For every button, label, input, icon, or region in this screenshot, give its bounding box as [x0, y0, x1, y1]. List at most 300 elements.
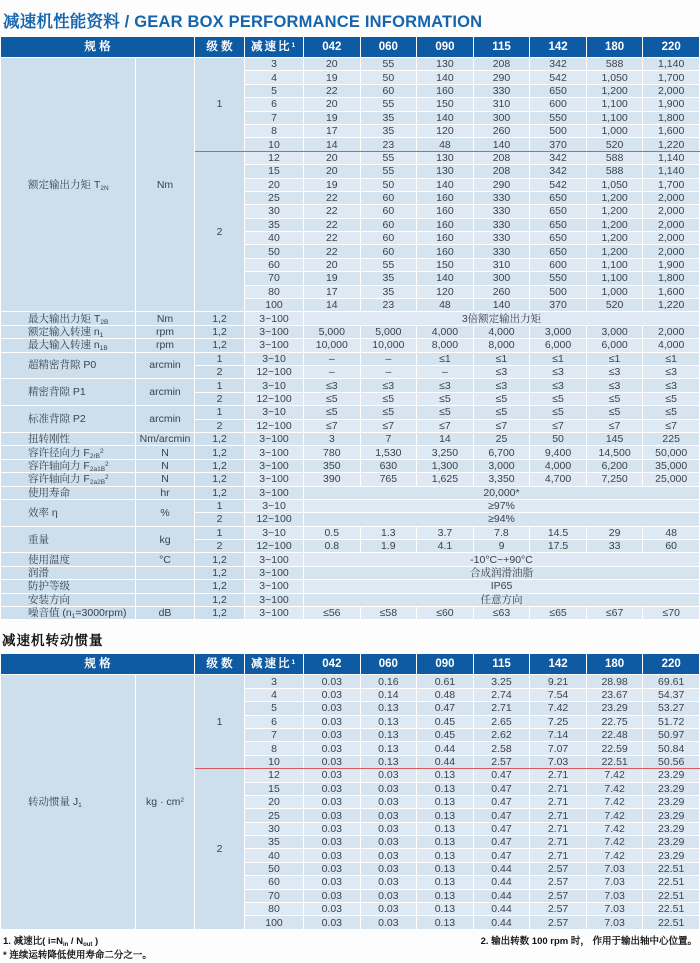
value-cell: 60 — [360, 245, 417, 258]
value-cell: 0.13 — [360, 728, 417, 741]
value-cell: 150 — [417, 258, 474, 271]
value-cell: 260 — [473, 285, 530, 298]
col-header-size: 060 — [360, 654, 417, 675]
value-cell: 20 — [304, 165, 361, 178]
unit-cell: °C — [136, 553, 195, 566]
value-cell: 1,200 — [586, 205, 643, 218]
value-cell: 17.5 — [530, 540, 587, 553]
inertia-section-title: 减速机转动惯量 — [2, 633, 104, 649]
value-cell: 0.14 — [360, 688, 417, 701]
value-cell: 0.13 — [417, 769, 474, 782]
table-row — [1, 499, 700, 512]
value-cell: ≤1 — [586, 352, 643, 365]
value-cell: 19 — [304, 111, 361, 124]
value-cell: ≤5 — [417, 406, 474, 419]
col-header-spec: 规 格 — [1, 37, 195, 58]
col-header-size: 115 — [473, 37, 530, 58]
value-cell: 550 — [530, 272, 587, 285]
value-cell: 2.62 — [473, 728, 530, 741]
value-cell: 1,200 — [586, 232, 643, 245]
ratio-cell: 30 — [245, 822, 304, 835]
value-cell: 55 — [360, 98, 417, 111]
value-cell: ≤5 — [304, 406, 361, 419]
value-cell: 2.57 — [530, 916, 587, 929]
value-cell: 2.71 — [473, 702, 530, 715]
value-cell: ≤5 — [530, 406, 587, 419]
value-cell: ≤58 — [360, 607, 417, 620]
value-cell: 7.42 — [586, 836, 643, 849]
value-cell: 20 — [304, 258, 361, 271]
ratio-cell: 3~100 — [245, 459, 304, 472]
value-cell: 2.57 — [473, 755, 530, 768]
spec-label: 使用温度 — [1, 553, 136, 566]
value-cell: 130 — [417, 165, 474, 178]
value-cell: 50 — [360, 71, 417, 84]
value-cell: 23.67 — [586, 688, 643, 701]
value-cell: 140 — [473, 138, 530, 151]
value-cell: 1,800 — [643, 111, 700, 124]
stage-cell: 2 — [195, 419, 245, 432]
value-cell: 650 — [530, 191, 587, 204]
value-cell: ≤1 — [530, 352, 587, 365]
value-cell: 0.5 — [304, 526, 361, 539]
value-cell: 7.42 — [530, 702, 587, 715]
value-cell: 1,000 — [586, 124, 643, 137]
col-header-ratio: 减速比$^1$ — [245, 654, 304, 675]
col-header-size: 042 — [304, 37, 361, 58]
value-cell: 14 — [304, 138, 361, 151]
value-cell: – — [417, 365, 474, 378]
value-cell: 330 — [473, 218, 530, 231]
value-cell: 19 — [304, 272, 361, 285]
stage-cell: 1,2 — [195, 486, 245, 499]
value-cell: 1,200 — [586, 84, 643, 97]
unit-cell: Nm — [136, 312, 195, 325]
value-cell: 0.61 — [417, 675, 474, 688]
value-cell: 1,530 — [360, 446, 417, 459]
value-cell: 0.03 — [304, 916, 361, 929]
value-cell: 7.42 — [586, 849, 643, 862]
value-cell: 55 — [360, 58, 417, 71]
value-cell: 1.9 — [360, 540, 417, 553]
value-cell: 1,220 — [643, 138, 700, 151]
value-cell: 2.71 — [530, 795, 587, 808]
performance-table-section — [0, 36, 700, 620]
value-cell: – — [360, 352, 417, 365]
value-cell: 1,600 — [643, 124, 700, 137]
value-cell: 3,000 — [530, 325, 587, 338]
value-cell: 0.13 — [360, 715, 417, 728]
value-cell: 7.03 — [586, 876, 643, 889]
value-cell: 0.44 — [473, 889, 530, 902]
value-cell: 2.57 — [530, 889, 587, 902]
value-cell: 0.47 — [473, 822, 530, 835]
value-cell: 1,000 — [586, 285, 643, 298]
value-cell: 0.45 — [417, 728, 474, 741]
col-header-ratio: 减速比$^1$ — [245, 37, 304, 58]
spec-label: 额定输出力矩 $T_{2N}$ — [1, 58, 136, 312]
merged-value-cell: 3倍额定输出力矩 — [304, 312, 700, 325]
value-cell: 342 — [530, 58, 587, 71]
value-cell: 588 — [586, 151, 643, 164]
value-cell: ≤7 — [304, 419, 361, 432]
value-cell: 2,000 — [643, 191, 700, 204]
value-cell: 330 — [473, 205, 530, 218]
value-cell: 33 — [586, 540, 643, 553]
value-cell: – — [360, 365, 417, 378]
ratio-cell: 100 — [245, 299, 304, 312]
value-cell: 2.57 — [530, 862, 587, 875]
value-cell: 22 — [304, 245, 361, 258]
stage-cell: 1,2 — [195, 432, 245, 445]
value-cell: ≤1 — [473, 352, 530, 365]
value-cell: 35,000 — [643, 459, 700, 472]
unit-cell: rpm — [136, 325, 195, 338]
value-cell: ≤3 — [530, 365, 587, 378]
ratio-cell: 60 — [245, 258, 304, 271]
value-cell: 22 — [304, 232, 361, 245]
table-row — [1, 553, 700, 566]
ratio-cell: 6 — [245, 98, 304, 111]
value-cell: 0.13 — [417, 889, 474, 902]
ratio-cell: 8 — [245, 742, 304, 755]
value-cell: 14 — [417, 432, 474, 445]
value-cell: 140 — [417, 178, 474, 191]
ratio-cell: 35 — [245, 836, 304, 849]
value-cell: 0.47 — [473, 836, 530, 849]
value-cell: 22.75 — [586, 715, 643, 728]
value-cell: 22.51 — [643, 862, 700, 875]
value-cell: 22.51 — [586, 755, 643, 768]
value-cell: 23.29 — [586, 702, 643, 715]
value-cell: 7.07 — [530, 742, 587, 755]
ratio-cell: 3~100 — [245, 486, 304, 499]
value-cell: 500 — [530, 285, 587, 298]
ratio-cell: 60 — [245, 876, 304, 889]
value-cell: 25 — [473, 432, 530, 445]
col-header-size: 142 — [530, 654, 587, 675]
value-cell: 7.25 — [530, 715, 587, 728]
stage-cell: 2 — [195, 365, 245, 378]
unit-cell: % — [136, 499, 195, 526]
unit-cell: N — [136, 446, 195, 459]
col-header-size: 220 — [643, 654, 700, 675]
ratio-cell: 5 — [245, 702, 304, 715]
value-cell: ≤5 — [473, 406, 530, 419]
stage-cell: 1,2 — [195, 566, 245, 579]
ratio-cell: 8 — [245, 124, 304, 137]
value-cell: 0.03 — [304, 702, 361, 715]
value-cell: 0.47 — [473, 809, 530, 822]
value-cell: 260 — [473, 124, 530, 137]
value-cell: 0.44 — [417, 742, 474, 755]
table-row — [1, 446, 700, 459]
value-cell: 4.1 — [417, 540, 474, 553]
value-cell: 0.13 — [417, 836, 474, 849]
value-cell: 17 — [304, 124, 361, 137]
ratio-cell: 3~10 — [245, 406, 304, 419]
table-row — [1, 675, 700, 688]
table-row — [1, 473, 700, 486]
ratio-cell: 12~100 — [245, 419, 304, 432]
value-cell: 290 — [473, 178, 530, 191]
value-cell: 22 — [304, 218, 361, 231]
value-cell: 3 — [304, 432, 361, 445]
ratio-cell: 80 — [245, 903, 304, 916]
value-cell: 0.47 — [473, 782, 530, 795]
value-cell: 0.44 — [473, 862, 530, 875]
value-cell: ≤63 — [473, 607, 530, 620]
value-cell: 48 — [417, 299, 474, 312]
value-cell: ≤3 — [360, 379, 417, 392]
table-row — [1, 607, 700, 620]
unit-cell: Nm — [136, 58, 195, 312]
value-cell: 0.45 — [417, 715, 474, 728]
value-cell: 1,200 — [586, 218, 643, 231]
value-cell: 0.13 — [417, 782, 474, 795]
value-cell: ≤3 — [586, 379, 643, 392]
merged-value-cell: ≥94% — [304, 513, 700, 526]
value-cell: 22.51 — [643, 916, 700, 929]
col-header-spec: 规 格 — [1, 654, 195, 675]
value-cell: ≤7 — [530, 419, 587, 432]
value-cell: 1.3 — [360, 526, 417, 539]
value-cell: 7.54 — [530, 688, 587, 701]
value-cell: 140 — [417, 111, 474, 124]
footnotes — [0, 930, 700, 963]
value-cell: 0.03 — [360, 782, 417, 795]
value-cell: 10,000 — [304, 339, 361, 352]
value-cell: 10,000 — [360, 339, 417, 352]
stage-cell: 1,2 — [195, 553, 245, 566]
value-cell: 4,000 — [417, 325, 474, 338]
ratio-cell: 3~100 — [245, 473, 304, 486]
table-row — [1, 312, 700, 325]
value-cell: 160 — [417, 205, 474, 218]
stage-cell: 1 — [195, 675, 245, 769]
value-cell: 1,050 — [586, 178, 643, 191]
stage-cell: 1,2 — [195, 312, 245, 325]
value-cell: 0.13 — [417, 862, 474, 875]
value-cell: 0.03 — [304, 782, 361, 795]
footnote-reduction-ratio: 1. 减速比( $i=N_{in} / N_{out}$ ) — [3, 935, 99, 948]
ratio-cell: 3~10 — [245, 526, 304, 539]
ratio-cell: 50 — [245, 245, 304, 258]
value-cell: 1,050 — [586, 71, 643, 84]
spec-label: 转动惯量 $J_1$ — [1, 675, 136, 929]
value-cell: 130 — [417, 58, 474, 71]
value-cell: 290 — [473, 71, 530, 84]
merged-value-cell: 20,000* — [304, 486, 700, 499]
value-cell: ≤5 — [360, 406, 417, 419]
value-cell: 60 — [643, 540, 700, 553]
value-cell: 588 — [586, 165, 643, 178]
value-cell: 2,000 — [643, 245, 700, 258]
value-cell: 22 — [304, 205, 361, 218]
ratio-cell: 3 — [245, 58, 304, 71]
ratio-cell: 3~100 — [245, 607, 304, 620]
value-cell: 140 — [417, 71, 474, 84]
value-cell: 0.13 — [417, 809, 474, 822]
ratio-cell: 10 — [245, 755, 304, 768]
col-header-size: 042 — [304, 654, 361, 675]
value-cell: 0.03 — [304, 876, 361, 889]
value-cell: 8,000 — [473, 339, 530, 352]
table-row — [1, 379, 700, 392]
ratio-cell: 12~100 — [245, 392, 304, 405]
value-cell: 1,200 — [586, 245, 643, 258]
value-cell: ≤3 — [417, 379, 474, 392]
col-header-size: 142 — [530, 37, 587, 58]
stage-cell: 2 — [195, 769, 245, 930]
stage-cell: 1 — [195, 352, 245, 365]
value-cell: 6,700 — [473, 446, 530, 459]
value-cell: 600 — [530, 258, 587, 271]
value-cell: 1,700 — [643, 71, 700, 84]
value-cell: 53.27 — [643, 702, 700, 715]
stage-cell: 2 — [195, 392, 245, 405]
value-cell: 0.13 — [360, 755, 417, 768]
value-cell: ≤56 — [304, 607, 361, 620]
unit-cell: dB — [136, 607, 195, 620]
value-cell: 0.13 — [417, 849, 474, 862]
ratio-cell: 3~100 — [245, 593, 304, 606]
value-cell: 0.44 — [417, 755, 474, 768]
unit-cell: N — [136, 459, 195, 472]
ratio-cell: 3~100 — [245, 432, 304, 445]
value-cell: ≤5 — [586, 392, 643, 405]
value-cell: 0.13 — [360, 702, 417, 715]
value-cell: 1,900 — [643, 258, 700, 271]
value-cell: ≤1 — [643, 352, 700, 365]
stage-cell: 1,2 — [195, 593, 245, 606]
value-cell: 2.71 — [530, 822, 587, 835]
value-cell: 0.03 — [304, 809, 361, 822]
value-cell: 3,000 — [473, 459, 530, 472]
ratio-cell: 40 — [245, 849, 304, 862]
value-cell: 0.03 — [304, 688, 361, 701]
value-cell: 765 — [360, 473, 417, 486]
value-cell: 5,000 — [360, 325, 417, 338]
value-cell: 23.29 — [643, 822, 700, 835]
value-cell: 25,000 — [643, 473, 700, 486]
ratio-cell: 40 — [245, 232, 304, 245]
value-cell: 48 — [417, 138, 474, 151]
value-cell: 140 — [417, 272, 474, 285]
value-cell: 28.98 — [586, 675, 643, 688]
stage-cell: 1,2 — [195, 459, 245, 472]
value-cell: 0.03 — [360, 889, 417, 902]
merged-value-cell: -10°C~+90°C — [304, 553, 700, 566]
spec-label: 标准背隙 P2 — [1, 406, 136, 433]
value-cell: 1,100 — [586, 258, 643, 271]
value-cell: 55 — [360, 258, 417, 271]
value-cell: 3.7 — [417, 526, 474, 539]
value-cell: 1,100 — [586, 111, 643, 124]
value-cell: 310 — [473, 98, 530, 111]
spec-label: 安装方向 — [1, 593, 136, 606]
value-cell: 0.03 — [360, 836, 417, 849]
value-cell: 0.03 — [360, 795, 417, 808]
value-cell: 7 — [360, 432, 417, 445]
value-cell: 330 — [473, 232, 530, 245]
value-cell: 60 — [360, 205, 417, 218]
value-cell: 0.03 — [304, 742, 361, 755]
unit-cell — [136, 566, 195, 579]
value-cell: 7.14 — [530, 728, 587, 741]
ratio-cell: 30 — [245, 205, 304, 218]
value-cell: 7,250 — [586, 473, 643, 486]
spec-label: 重量 — [1, 526, 136, 553]
ratio-cell: 35 — [245, 218, 304, 231]
value-cell: ≤5 — [304, 392, 361, 405]
col-header-size: 090 — [417, 37, 474, 58]
value-cell: 1,200 — [586, 191, 643, 204]
value-cell: 0.03 — [304, 822, 361, 835]
spec-label: 最大输出力矩 $T_{2B}$ — [1, 312, 136, 325]
value-cell: 7.03 — [586, 916, 643, 929]
table-row — [1, 526, 700, 539]
ratio-cell: 3~10 — [245, 379, 304, 392]
ratio-cell: 70 — [245, 272, 304, 285]
value-cell: 520 — [586, 138, 643, 151]
ratio-cell: 15 — [245, 165, 304, 178]
table-row — [1, 486, 700, 499]
value-cell: ≤7 — [473, 419, 530, 432]
value-cell: 160 — [417, 232, 474, 245]
value-cell: ≤3 — [304, 379, 361, 392]
value-cell: 0.03 — [360, 862, 417, 875]
value-cell: 17 — [304, 285, 361, 298]
value-cell: 0.03 — [360, 822, 417, 835]
value-cell: 19 — [304, 178, 361, 191]
ratio-cell: 3~100 — [245, 580, 304, 593]
stage-cell: 1 — [195, 526, 245, 539]
header-row — [1, 654, 700, 675]
ratio-cell: 3~100 — [245, 312, 304, 325]
stage-cell: 1 — [195, 58, 245, 152]
value-cell: 0.13 — [360, 742, 417, 755]
unit-cell: arcmin — [136, 352, 195, 379]
value-cell: 2,000 — [643, 325, 700, 338]
value-cell: ≤5 — [473, 392, 530, 405]
spec-label: 最大输入转速 $n_{1B}$ — [1, 339, 136, 352]
value-cell: ≤7 — [643, 419, 700, 432]
value-cell: 588 — [586, 58, 643, 71]
value-cell: ≤1 — [417, 352, 474, 365]
value-cell: ≤5 — [643, 392, 700, 405]
header-row — [1, 37, 700, 58]
value-cell: 120 — [417, 124, 474, 137]
ratio-cell: 3~100 — [245, 446, 304, 459]
value-cell: 2.71 — [530, 782, 587, 795]
footnote-output-speed: 2. 输出转数 100 rpm 时， 作用于输出轴中心位置。 — [480, 935, 697, 947]
ratio-cell: 20 — [245, 795, 304, 808]
table-row — [1, 58, 700, 71]
value-cell: ≤3 — [473, 379, 530, 392]
stage-cell: 2 — [195, 151, 245, 312]
value-cell: 60 — [360, 191, 417, 204]
value-cell: 7.8 — [473, 526, 530, 539]
table-row — [1, 459, 700, 472]
col-header-stages: 级 数 — [195, 654, 245, 675]
value-cell: 22 — [304, 84, 361, 97]
value-cell: 35 — [360, 124, 417, 137]
footnotes-right — [481, 935, 697, 949]
value-cell: ≤65 — [530, 607, 587, 620]
ratio-cell: 12 — [245, 151, 304, 164]
value-cell: 542 — [530, 178, 587, 191]
